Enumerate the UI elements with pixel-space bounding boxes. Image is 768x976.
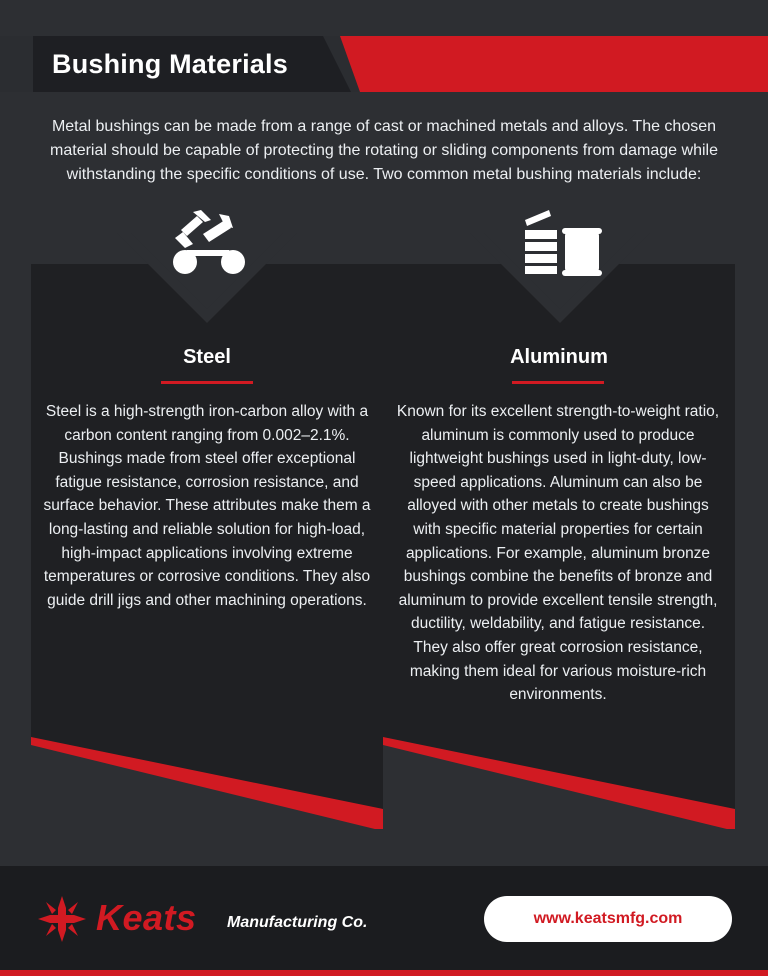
card-title-aluminum: Aluminum xyxy=(510,346,608,368)
page-title: Bushing Materials xyxy=(52,49,288,79)
intro-text: Metal bushings can be made from a range of cast or machined metals and alloys. The chosen material should be capable of protecting the rotating or sliding components from damage while withstanding the specific conditions of use. Two common metal bushing materials include: xyxy=(50,118,718,183)
brand-name: Keats xyxy=(96,897,197,938)
card-title-steel: Steel xyxy=(183,346,231,368)
title-underline xyxy=(512,381,604,384)
card-body-aluminum: Known for its excellent strength-to-weight ratio, aluminum is commonly used to produce lightweight bushings used in light-duty, low-speed applications. Aluminum can also be alloyed with other metals to create bushings with specific material properties for certain applications. For example, aluminum bronze bushings combine the benefits of bronze and aluminum to provide excellent tensile strength, ductility, weldability, and fatigue resistance. They also offer great corrosion resistance, making them ideal for various moisture-rich environments. xyxy=(396,403,720,704)
card-body-steel: Steel is a high-strength iron-carbon alloy with a carbon content ranging from 0.002–2.1%. Bushings made from steel offer exceptional fatigue resistance, corrosion resistance, and surface behavior. These attributes make them a long-lasting and reliable solution for high-load, high-impact applications involving extreme temperatures or corrosive conditions. They also guide drill jigs and other machining operations. xyxy=(43,403,371,609)
steel-beams-icon xyxy=(163,208,253,278)
brand-subtitle: Manufacturing Co. xyxy=(227,914,368,931)
website-link[interactable]: www.keatsmfg.com xyxy=(484,896,732,942)
title-bar xyxy=(0,36,768,92)
aluminum-stock-icon xyxy=(515,208,605,278)
keats-logo-icon xyxy=(36,894,88,944)
title-underline xyxy=(161,381,253,384)
footer-accent-line xyxy=(0,970,768,976)
company-logo xyxy=(36,894,416,944)
